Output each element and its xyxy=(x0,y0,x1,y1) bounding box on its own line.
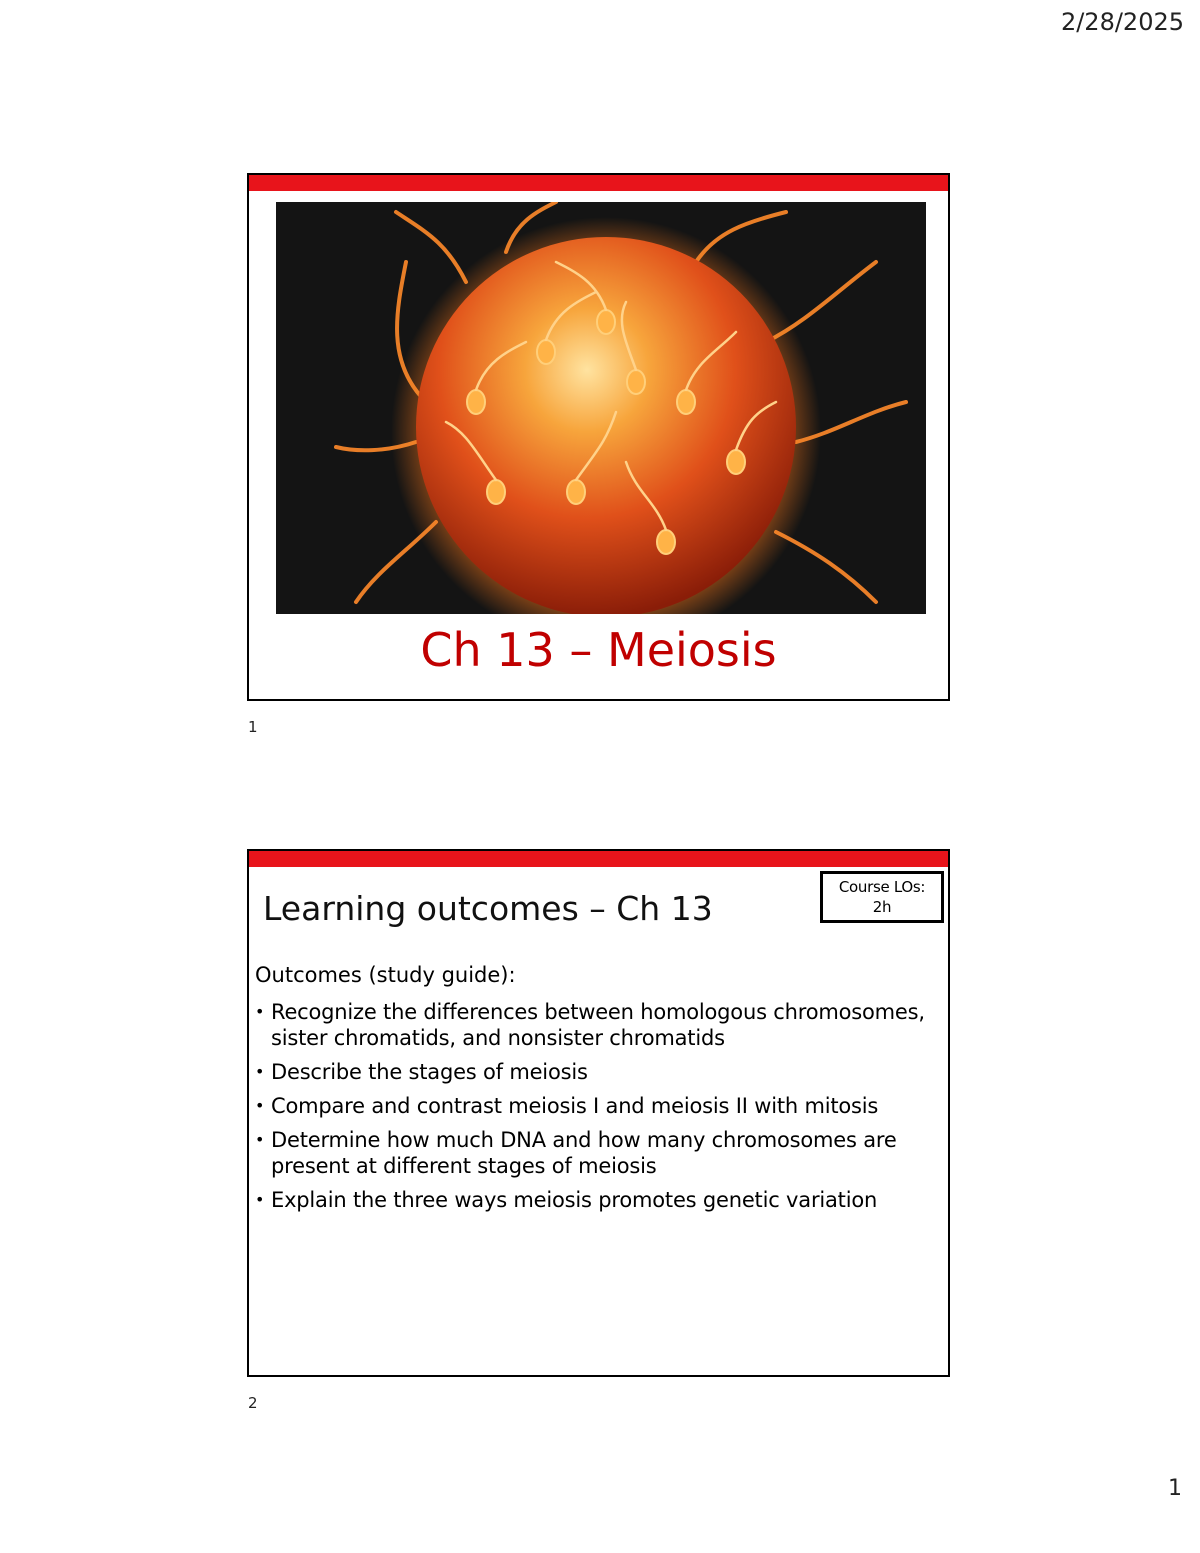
bullet-icon: • xyxy=(255,1062,265,1081)
print-date: 2/28/2025 xyxy=(1060,8,1184,36)
slide-1-title: Ch 13 – Meiosis xyxy=(420,623,777,677)
list-item: • Recognize the differences between homologous chromosomes, sister chromatids, and nonsister chromatids xyxy=(255,1000,925,1050)
slide-1 xyxy=(247,173,950,701)
slide-accent-bar xyxy=(249,851,948,867)
list-item: • Compare and contrast meiosis I and meiosis II with mitosis xyxy=(255,1094,879,1118)
slide-2-index: 2 xyxy=(248,1394,258,1412)
course-los-value: 2h xyxy=(872,898,892,916)
slide-2-title: Learning outcomes – Ch 13 xyxy=(263,889,713,928)
list-item: • Determine how much DNA and how many chromosomes are present at different stages of meiosis xyxy=(255,1128,897,1178)
page-number: 1 xyxy=(1168,1476,1182,1501)
course-los-label: Course LOs: xyxy=(838,878,926,896)
slide-1-index: 1 xyxy=(248,718,258,736)
egg-cell-photo xyxy=(276,202,926,614)
bullet-icon: • xyxy=(255,1002,265,1021)
bullet-icon: • xyxy=(255,1190,265,1209)
bullet-icon: • xyxy=(255,1096,265,1115)
bullet-icon: • xyxy=(255,1130,265,1149)
slide-accent-bar xyxy=(249,175,948,191)
slide-2 xyxy=(247,849,950,1377)
outcomes-list xyxy=(255,999,945,1221)
list-item: • Describe the stages of meiosis xyxy=(255,1060,588,1084)
list-item: • Explain the three ways meiosis promotes genetic variation xyxy=(255,1188,878,1212)
outcomes-intro: Outcomes (study guide): xyxy=(255,963,516,987)
course-los-badge xyxy=(820,871,944,923)
